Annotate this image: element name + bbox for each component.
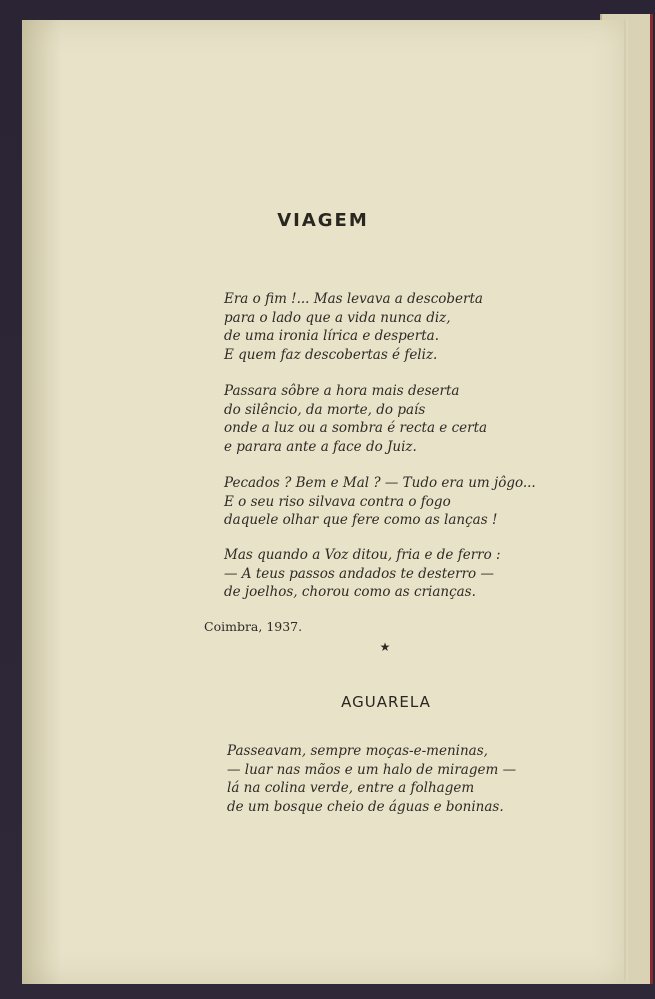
poem-line: Era o fim !... Mas levava a descoberta	[224, 291, 483, 307]
poem-line: — A teus passos andados te desterro —	[224, 565, 494, 582]
poem-line: Pecados ? Bem e Mal ? — Tudo era um jôgo...	[224, 475, 536, 491]
poem-place-date: Coimbra, 1937.	[204, 619, 303, 634]
poem-line: de um bosque cheio de águas e boninas.	[227, 798, 504, 815]
poem-line: do silêncio, da morte, do país	[224, 401, 426, 418]
star-separator-icon: ★	[379, 640, 391, 654]
poem-line: daquele olhar que fere como as lanças !	[224, 512, 498, 528]
poem-stanza	[224, 382, 487, 456]
book-page	[22, 20, 624, 984]
poem-line: para o lado que a vida nunca diz,	[224, 309, 451, 326]
poem-stanza	[227, 742, 516, 816]
poem-line: lá na colina verde, entre a folhagem	[227, 780, 475, 796]
poem-line: onde a luz ou a sombra é recta e certa	[224, 420, 488, 436]
poem-line: e parara ante a face do Juiz.	[224, 438, 417, 455]
poem-title-viagem: VIAGEM	[277, 210, 369, 231]
poem-stanza	[224, 474, 536, 530]
poem-line: Mas quando a Voz ditou, fria e de ferro :	[224, 547, 501, 563]
poem-line: de uma ironia lírica e desperta.	[224, 328, 440, 344]
poem-line: E quem faz descobertas é feliz.	[224, 346, 438, 363]
poem-stanza	[224, 290, 483, 364]
poem-line: Passeavam, sempre moças-e-meninas,	[227, 743, 488, 759]
poem-line: — luar nas mãos e um halo de miragem —	[227, 761, 517, 778]
gutter-shadow	[22, 20, 62, 984]
poem-title-aguarela: AGUARELA	[341, 693, 431, 711]
poem-line: Passara sôbre a hora mais deserta	[224, 383, 460, 399]
poem-line: E o seu riso silvava contra o fogo	[224, 493, 451, 510]
poem-line: de joelhos, chorou como as crianças.	[224, 584, 476, 600]
poem-stanza	[224, 546, 501, 602]
